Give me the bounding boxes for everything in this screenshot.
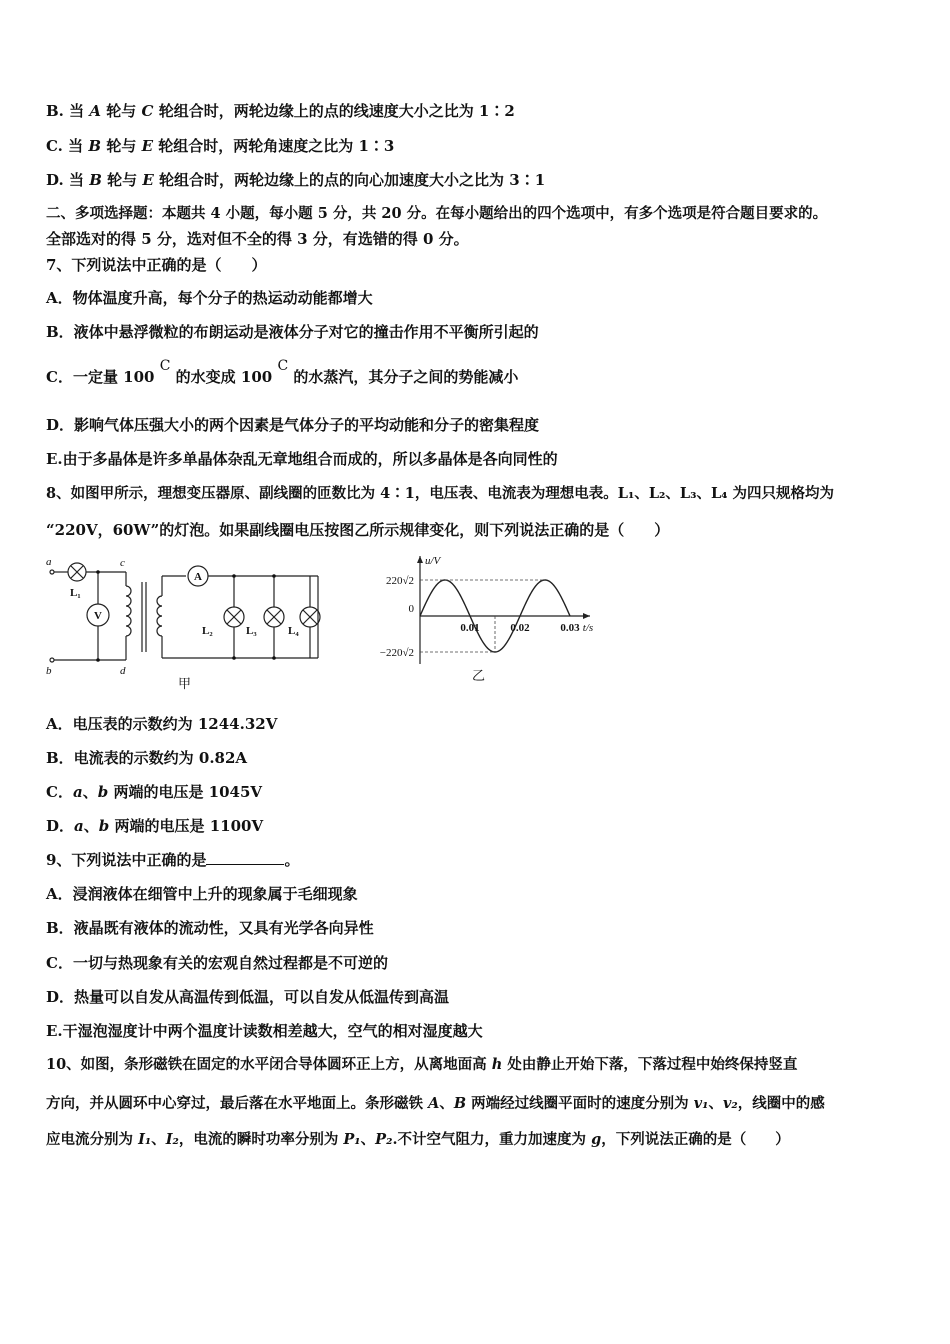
q8-option-b: B．电流表的示数约为 0.82A: [46, 749, 248, 767]
q9-option-b: B．液晶既有液体的流动性，又具有光学各向异性: [46, 919, 374, 937]
q8-stem-line1: 8、如图甲所示，理想变压器原、副线圈的匝数比为 4∶1，电压表、电流表为理想电表。L₁、L₂、L₃、L₄ 为四只规格均为: [46, 485, 835, 502]
degree-c-unit: C: [277, 358, 289, 374]
q7-option-a: A．物体温度升高，每个分子的热运动动能都增大: [46, 289, 373, 307]
q6-option-c: C. 当 B 轮与 E 轮组合时，两轮角速度之比为 1∶3: [46, 137, 395, 155]
chart-caption: 乙: [472, 668, 486, 683]
ammeter-label: A: [194, 571, 202, 583]
x-tick-label: 0.02: [510, 622, 530, 634]
section2-heading-line1: 二、多项选择题：本题共 4 小题，每小题 5 分，共 20 分。在每小题给出的四个选项中，有多个选项是符合题目要求的。: [46, 205, 828, 222]
y-axis-label: u/V: [425, 555, 441, 567]
x-tick-label: 0.01: [460, 622, 480, 634]
label-l4: L₄: [288, 625, 299, 637]
q9-option-a: A．浸润液体在细管中上升的现象属于毛细现象: [46, 885, 358, 903]
q7-option-c: C．一定量 100 C 的水变成 100 C 的水蒸汽，其分子之间的势能减小: [46, 358, 519, 386]
q7-option-e: E.由于多晶体是许多单晶体杂乱无章地组合而成的，所以多晶体是各向同性的: [46, 450, 558, 468]
voltmeter-label: V: [94, 610, 102, 622]
q7-option-b: B．液体中悬浮微粒的布朗运动是液体分子对它的撞击作用不平衡所引起的: [46, 323, 539, 341]
q9-option-e: E.干湿泡湿度计中两个温度计读数相差越大，空气的相对湿度越大: [46, 1022, 483, 1040]
q6-option-b: B. 当 A 轮与 C 轮组合时，两轮边缘上的点的线速度大小之比为 1∶2: [46, 102, 515, 120]
q9-option-d: D．热量可以自发从高温传到低温，可以自发从低温传到高温: [46, 988, 450, 1006]
y-tick-label: 220√2: [385, 575, 414, 587]
transformer-circuit-diagram: [46, 552, 336, 692]
x-tick-label: 0.03: [560, 622, 580, 634]
q10-line3: 应电流分别为 I₁、I₂，电流的瞬时功率分别为 P₁、P₂.不计空气阻力，重力加速度为 g，下列说法正确的是（ ）: [46, 1131, 790, 1148]
q9-option-c: C．一切与热现象有关的宏观自然过程都是不可逆的: [46, 954, 388, 972]
degree-c-unit: C: [159, 358, 171, 374]
terminal-a: [50, 570, 54, 574]
voltage-sine-chart: [350, 550, 620, 685]
label-b: b: [46, 665, 52, 677]
label-c: c: [120, 557, 125, 569]
q9-stem: 9、下列说法中正确的是 。: [46, 851, 300, 869]
q8-option-a: A．电压表的示数约为 1244.32V: [46, 715, 278, 733]
q8-stem-line2: “220V，60W”的灯泡。如果副线圈电压按图乙所示规律变化，则下列说法正确的是（ ）: [46, 521, 670, 539]
q7-stem: 7、下列说法中正确的是（ ）: [46, 256, 267, 274]
q8-option-d: D．a、b 两端的电压是 1100V: [46, 817, 264, 835]
label-d: d: [120, 665, 126, 677]
y-tick-label: 0: [408, 603, 414, 615]
label-l2: L₂: [202, 625, 213, 637]
terminal-b: [50, 658, 54, 662]
label-l3: L₃: [246, 625, 257, 637]
y-tick-label: −220√2: [379, 647, 414, 659]
q10-line1: 10、如图，条形磁铁在固定的水平闭合导体圆环正上方，从离地面高 h 处由静止开始下落，下落过程中始终保持竖直: [46, 1056, 798, 1073]
q6-option-d: D. 当 B 轮与 E 轮组合时，两轮边缘上的点的向心加速度大小之比为 3∶1: [46, 171, 546, 189]
q10-line2: 方向，并从圆环中心穿过，最后落在水平地面上。条形磁铁 A、B 两端经过线圈平面时的速度分别为 v₁、v₂，线圈中的感: [46, 1095, 825, 1112]
label-l1: L₁: [70, 587, 81, 599]
q7-option-d: D．影响气体压强大小的两个因素是气体分子的平均动能和分子的密集程度: [46, 416, 540, 434]
section2-heading-line2: 全部选对的得 5 分，选对但不全的得 3 分，有选错的得 0 分。: [46, 230, 469, 248]
x-axis-arrow: [583, 613, 590, 619]
circuit-caption: 甲: [178, 676, 192, 691]
x-axis-label: t/s: [582, 622, 594, 634]
answer-blank: [206, 850, 284, 865]
y-axis-arrow: [417, 556, 423, 563]
q8-option-c: C．a、b 两端的电压是 1045V: [46, 783, 263, 801]
label-a: a: [46, 556, 52, 568]
